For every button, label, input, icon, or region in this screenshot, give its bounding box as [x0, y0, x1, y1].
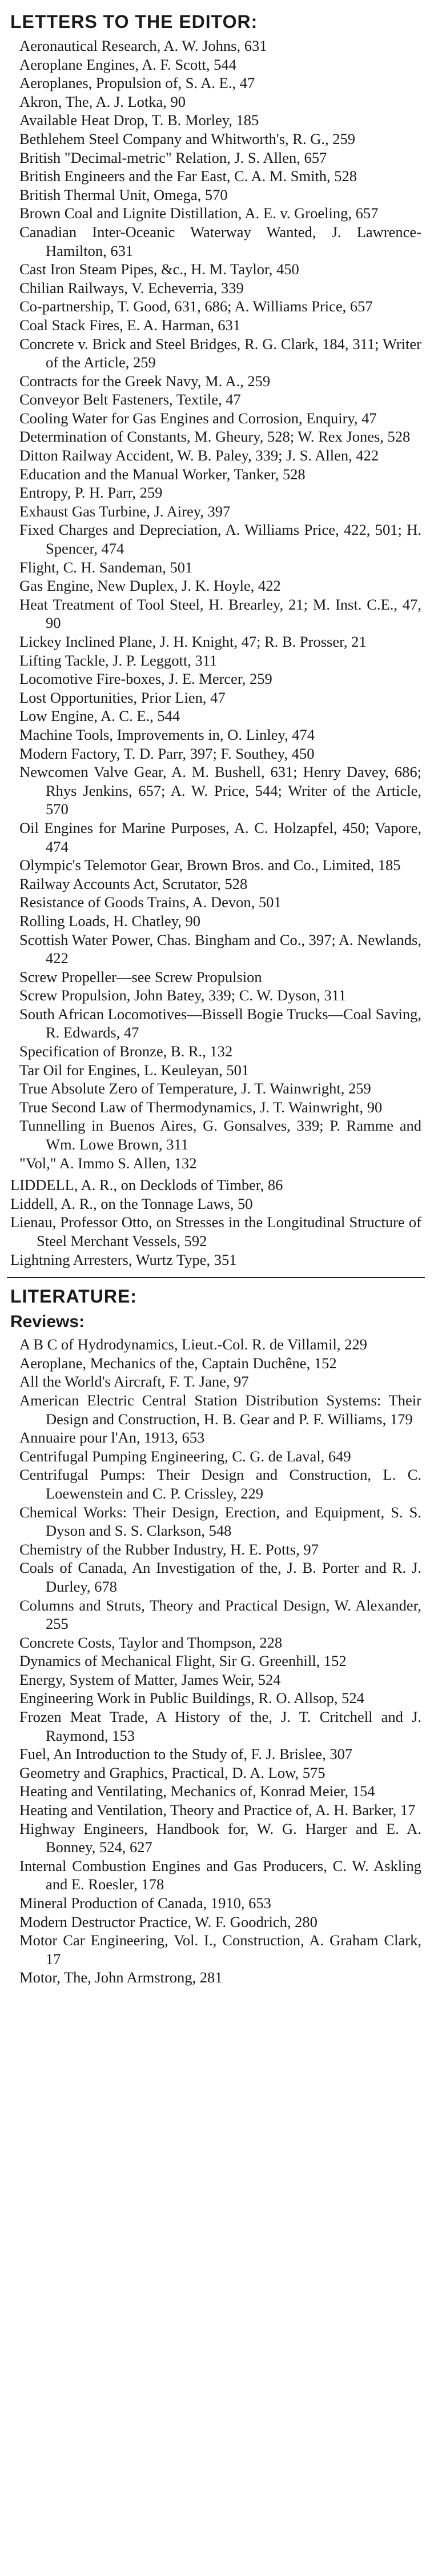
index-entry: Heat Treatment of Tool Steel, H. Brearley, 21; M. Inst. C.E., 47, 90: [19, 595, 421, 632]
index-entry: Heating and Ventilation, Theory and Practice of, A. H. Barker, 17: [19, 1801, 416, 1819]
index-entry: Centrifugal Pumping Engineering, C. G. de Laval, 649: [19, 1447, 351, 1465]
index-entry: Columns and Struts, Theory and Practical Design, W. Alexander, 255: [19, 1596, 421, 1633]
index-entry: Internal Combustion Engines and Gas Producers, C. W. Askling and E. Roesler, 178: [19, 1857, 421, 1893]
index-entry: Resistance of Goods Trains, A. Devon, 501: [19, 894, 282, 911]
index-entry: True Absolute Zero of Temperature, J. T. Wainwright, 259: [19, 1080, 371, 1097]
index-entry: Cast Iron Steam Pipes, &c., H. M. Taylor, 450: [19, 261, 299, 278]
index-entry: Akron, The, A. J. Lotka, 90: [19, 93, 186, 110]
index-entry: Determination of Constants, M. Gheury, 528; W. Rex Jones, 528: [19, 428, 411, 446]
index-entry: Geometry and Graphics, Practical, D. A. Low, 575: [19, 1764, 326, 1781]
index-entry: All the World's Aircraft, F. T. Jane, 97: [19, 1373, 249, 1391]
index-entry: A B C of Hydrodynamics, Lieut.-Col. R. de Villamil, 229: [19, 1336, 367, 1353]
index-entry: LIDDELL, A. R., on Decklods of Timber, 86: [10, 1176, 283, 1194]
index-entry: Aeroplanes, Propulsion of, S. A. E., 47: [19, 74, 255, 92]
index-entry: Motor, The, John Armstrong, 281: [19, 1969, 223, 1986]
section-divider: [7, 1277, 425, 1278]
index-entry: Concrete v. Brick and Steel Bridges, R. G. Clark, 184, 311; Writer of the Article, 259: [19, 335, 421, 371]
index-entry: Frozen Meat Trade, A History of the, J. T. Critchell and J. Raymond, 153: [19, 1708, 421, 1744]
index-entry: Mineral Production of Canada, 1910, 653: [19, 1894, 271, 1912]
index-entry: Canadian Inter-Oceanic Waterway Wanted, J. Lawrence-Hamilton, 631: [19, 223, 421, 259]
letters-heading: LETTERS TO THE EDITOR:: [10, 11, 258, 32]
index-entry: Oil Engines for Marine Purposes, A. C. Holzapfel, 450; Vapore, 474: [19, 819, 421, 855]
index-entry: Heating and Ventilating, Mechanics of, Konrad Meier, 154: [19, 1782, 375, 1800]
index-entry: Lickey Inclined Plane, J. H. Knight, 47; R. B. Prosser, 21: [19, 633, 367, 650]
index-entry: Engineering Work in Public Buildings, R. O. Allsop, 524: [19, 1689, 364, 1707]
reviews-subheading: Reviews:: [10, 1312, 85, 1332]
index-entry: Flight, C. H. Sandeman, 501: [19, 558, 193, 576]
index-entry: Co-partnership, T. Good, 631, 686; A. Williams Price, 657: [19, 298, 373, 315]
index-entry: Newcomen Valve Gear, A. M. Bushell, 631; Henry Davey, 686; Rhys Jenkins, 657; A. W. Price, 544; Writer of the Article, 570: [19, 763, 421, 818]
index-entry: Coals of Canada, An Investigation of the, J. B. Porter and R. J. Durley, 678: [19, 1559, 421, 1595]
index-entries: [10, 1176, 421, 1269]
index-entry: Railway Accounts Act, Scrutator, 528: [19, 875, 248, 892]
index-entry: Coal Stack Fires, E. A. Harman, 631: [19, 316, 241, 334]
index-entry: Rolling Loads, H. Chatley, 90: [19, 912, 200, 930]
index-entry: Screw Propulsion, John Batey, 339; C. W. Dyson, 311: [19, 987, 347, 1004]
index-entry: Dynamics of Mechanical Flight, Sir G. Greenhill, 152: [19, 1652, 347, 1670]
index-entry: Olympic's Telemotor Gear, Brown Bros. and Co., Limited, 185: [19, 856, 401, 874]
index-entry: Locomotive Fire-boxes, J. E. Mercer, 259: [19, 670, 272, 688]
index-entry: Fuel, An Introduction to the Study of, F. J. Brislee, 307: [19, 1745, 353, 1763]
index-entry: Bethlehem Steel Company and Whitworth's, R. G., 259: [19, 130, 355, 147]
index-entry: Machine Tools, Improvements in, O. Linley, 474: [19, 726, 315, 743]
index-entry: Aeroplane, Mechanics of the, Captain Duchêne, 152: [19, 1354, 337, 1372]
index-entry: Entropy, P. H. Parr, 259: [19, 484, 163, 502]
index-entry: Concrete Costs, Taylor and Thompson, 228: [19, 1633, 283, 1651]
index-entry: American Electric Central Station Distribution Systems: Their Design and Construction, H. B. Gear and P. F. Williams, 179: [19, 1391, 421, 1428]
letters-list: [19, 37, 421, 1172]
index-entry: Chemical Works: Their Design, Erection, and Equipment, S. S. Dyson and S. S. Clarkson, 548: [19, 1503, 421, 1540]
index-entry: British Thermal Unit, Omega, 570: [19, 186, 228, 203]
index-entry: Lost Opportunities, Prior Lien, 47: [19, 688, 226, 706]
index-entry: Brown Coal and Lignite Distillation, A. E. v. Groeling, 657: [19, 205, 379, 222]
index-entry: Motor Car Engineering, Vol. I., Construction, A. Graham Clark, 17: [19, 1932, 421, 1968]
index-entry: Highway Engineers, Handbook for, W. G. Harger and E. A. Bonney, 524, 627: [19, 1820, 421, 1856]
index-entry: Tar Oil for Engines, L. Keuleyan, 501: [19, 1061, 250, 1079]
index-entry: Tunnelling in Buenos Aires, G. Gonsalves, 339; P. Ramme and Wm. Lowe Brown, 311: [19, 1117, 421, 1153]
index-entry: Lienau, Professor Otto, on Stresses in the Longitudinal Structure of Steel Merchant Vessels, 592: [10, 1213, 421, 1249]
index-entry: Liddell, A. R., on the Tonnage Laws, 50: [10, 1195, 253, 1212]
index-entry: British "Decimal-metric" Relation, J. S. Allen, 657: [19, 149, 327, 166]
index-entry: Cooling Water for Gas Engines and Corrosion, Enquiry, 47: [19, 409, 377, 427]
index-entry: British Engineers and the Far East, C. A. M. Smith, 528: [19, 167, 357, 185]
index-entry: Ditton Railway Accident, W. B. Paley, 339; J. S. Allen, 422: [19, 447, 379, 464]
literature-heading: LITERATURE:: [10, 1286, 137, 1307]
index-entry: Available Heat Drop, T. B. Morley, 185: [19, 111, 259, 129]
index-entry: Conveyor Belt Fasteners, Textile, 47: [19, 391, 241, 408]
index-entry: Lifting Tackle, J. P. Leggott, 311: [19, 651, 218, 669]
index-entry: Modern Factory, T. D. Parr, 397; F. Southey, 450: [19, 744, 315, 762]
index-entry: Scottish Water Power, Chas. Bingham and Co., 397; A. Newlands, 422: [19, 931, 421, 967]
index-entry: True Second Law of Thermodynamics, J. T. Wainwright, 90: [19, 1098, 383, 1116]
index-entry: Annuaire pour l'An, 1913, 653: [19, 1429, 205, 1447]
index-entry: Chilian Railways, V. Echeverria, 339: [19, 279, 244, 297]
index-entry: Chemistry of the Rubber Industry, H. E. Potts, 97: [19, 1540, 319, 1558]
index-entry: Gas Engine, New Duplex, J. K. Hoyle, 422: [19, 577, 281, 595]
index-entry: "Vol," A. Immo S. Allen, 132: [19, 1154, 197, 1172]
index-entry: Modern Destructor Practice, W. F. Goodrich, 280: [19, 1913, 318, 1930]
index-entry: Aeroplane Engines, A. F. Scott, 544: [19, 55, 236, 73]
index-entry: Contracts for the Greek Navy, M. A., 259: [19, 372, 271, 390]
index-entry: Exhaust Gas Turbine, J. Airey, 397: [19, 502, 231, 520]
index-entry: Lightning Arresters, Wurtz Type, 351: [10, 1251, 237, 1268]
literature-list: [19, 1335, 421, 1987]
index-entry: Low Engine, A. C. E., 544: [19, 707, 180, 725]
index-entry: Specification of Bronze, B. R., 132: [19, 1043, 233, 1060]
index-entry: Fixed Charges and Depreciation, A. Williams Price, 422, 501; H. Spencer, 474: [19, 521, 421, 558]
index-entry: Centrifugal Pumps: Their Design and Construction, L. C. Loewenstein and C. P. Crissley, 229: [19, 1466, 421, 1502]
index-entry: Education and the Manual Worker, Tanker, 528: [19, 465, 306, 483]
index-entry: South African Locomotives—Bissell Bogie Trucks—Coal Saving, R. Edwards, 47: [19, 1005, 421, 1041]
index-entry: Energy, System of Matter, James Weir, 524: [19, 1670, 281, 1688]
index-entry: Aeronautical Research, A. W. Johns, 631: [19, 37, 267, 54]
index-entry: Screw Propeller—see Screw Propulsion: [19, 968, 262, 985]
